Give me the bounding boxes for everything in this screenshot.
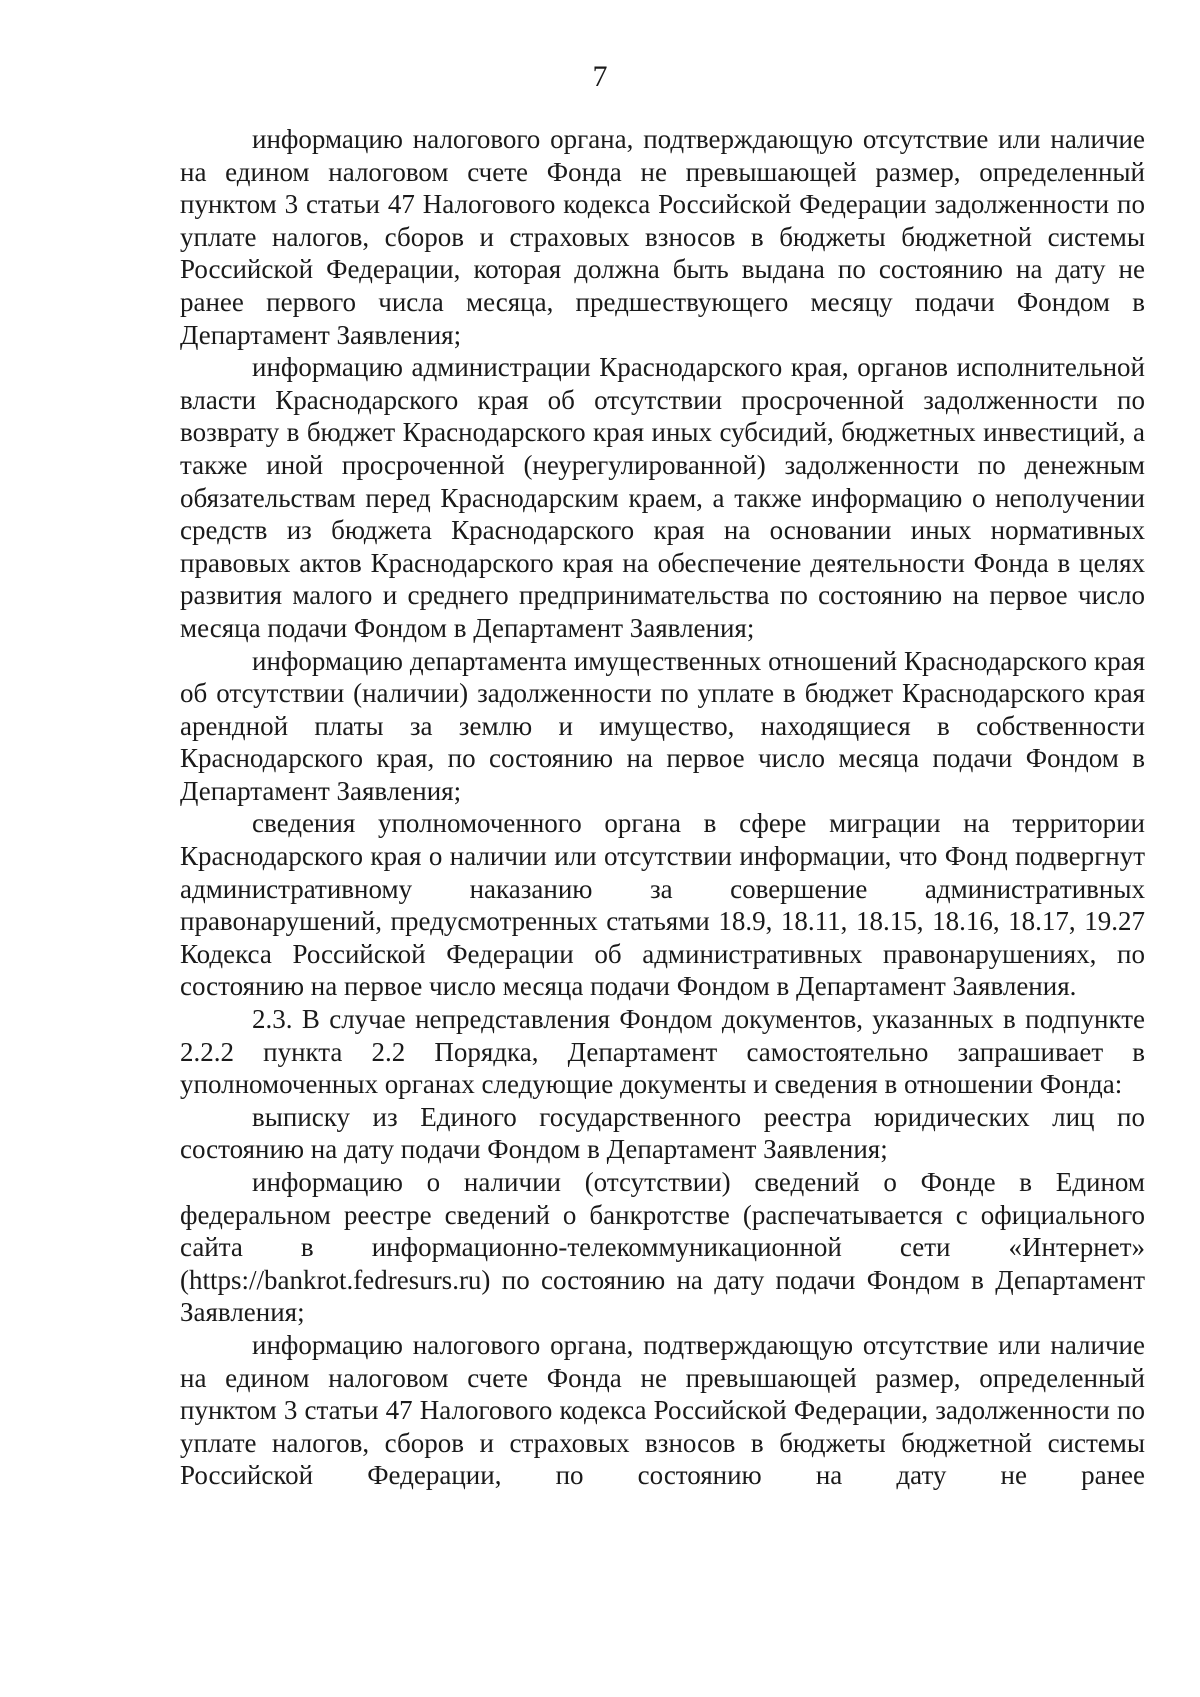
document-body <box>180 123 1145 1492</box>
page-number: 7 <box>592 60 608 93</box>
paragraph-property-department-info: информацию департамента имущественных отношений Краснодарского края об отсутствии (наличии) задолженности по уплате в бюджет Краснодарского края арендной платы за землю и имущество, находящиеся в собственности Краснодарского края, по состоянию на первое число месяца подачи Фондом в Департамент Заявления; <box>180 645 1145 806</box>
paragraph-section-2-3: 2.3. В случае непредставления Фондом документов, указанных в подпункте 2.2.2 пункта 2.2 Порядка, Департамент самостоятельно запрашивает в уполномоченных органах следующие документы и сведения в отношении Фонда: <box>180 1004 1145 1100</box>
paragraph-bankruptcy-registry: информацию о наличии (отсутствии) сведений о Фонде в Едином федеральном реестре сведений о банкротстве (распечатывается с официального сайта в информационно-телекоммуникационной сети «Интернет» (https://bankrot.fedresurs.ru) по состоянию на дату подачи Фондом в Департамент Заявления; <box>180 1167 1145 1328</box>
paragraph-egrul-extract: выписку из Единого государственного реестра юридических лиц по состоянию на дату подачи Фондом в Департамент Заявления; <box>180 1101 1145 1165</box>
paragraph-tax-authority-info: информацию налогового органа, подтверждающую отсутствие или наличие на едином налоговом счете Фонда не превышающей размер, определенный пунктом 3 статьи 47 Налогового кодекса Российской Федерации задолженности по уплате налогов, сборов и страховых взносов в бюджеты бюджетной системы Российской Федерации, которая должна быть выдана по состоянию на дату не ранее первого числа месяца, предшествующего месяцу подачи Фондом в Департамент Заявления; <box>180 124 1145 350</box>
paragraph-migration-info: сведения уполномоченного органа в сфере миграции на территории Краснодарского края о наличии или отсутствии информации, что Фонд подвергнут административному наказанию за совершение административных правонарушений, предусмотренных статьями 18.9, 18.11, 18.15, 18.16, 18.17, 19.27 Кодекса Российской Федерации об административных правонарушениях, по состоянию на первое число месяца подачи Фондом в Департамент Заявления. <box>180 808 1145 1002</box>
paragraph-administration-info: информацию администрации Краснодарского края, органов исполнительной власти Краснодарского края об отсутствии просроченной задолженности по возврату в бюджет Краснодарского края иных субсидий, бюджетных инвестиций, а также иной просроченной (неурегулированной) задолженности по денежным обязательствам перед Краснодарским краем, а также информацию о неполучении средств из бюджета Краснодарского края на основании иных нормативных правовых актов Краснодарского края на обеспечение деятельности Фонда в целях развития малого и среднего предпринимательства по состоянию на первое число месяца подачи Фондом в Департамент Заявления; <box>180 352 1145 643</box>
paragraph-tax-authority-info-2: информацию налогового органа, подтверждающую отсутствие или наличие на едином налоговом счете Фонда не превышающей размер, определенный пунктом 3 статьи 47 Налогового кодекса Российской Федерации, задолженности по уплате налогов, сборов и страховых взносов в бюджеты бюджетной системы Российской Федерации, по состоянию на дату не ранее <box>180 1329 1145 1491</box>
